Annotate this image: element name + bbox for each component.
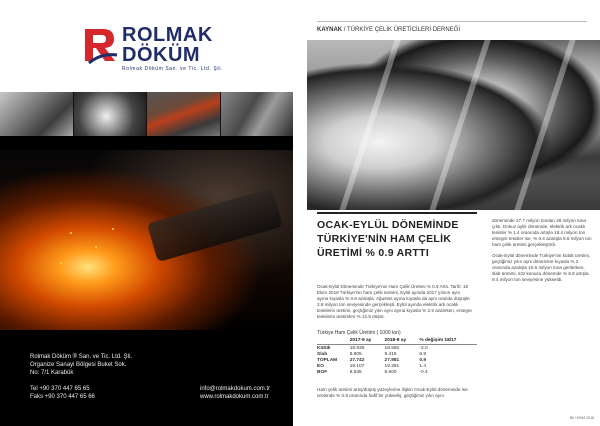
logo-name-line1: ROLMAK: [122, 24, 213, 46]
logo-tagline: Rolmak Döküm San. ve Tic. Ltd. Şti.: [122, 66, 224, 72]
table-cell: 19.381: [384, 363, 400, 369]
phone-number: Tel +90 370 447 65 65: [30, 386, 90, 392]
table-cell: 18.936: [349, 345, 365, 351]
factory-photo-1: [0, 92, 73, 136]
table-cell: 8.805: [349, 351, 362, 357]
table-cell: 9.416: [384, 351, 397, 357]
rolmak-logo-icon: [81, 25, 119, 65]
factory-photo-3: [147, 92, 220, 136]
article-body-right: [492, 218, 592, 288]
logo-area: [0, 0, 293, 92]
spark: [112, 228, 114, 230]
body-right-paragraph-2: Ocak-Eylül döneminde Türkiye'nin kütük üretimi, geçtiğimiz yılın aynı dönemine kıyasla % 2 oranında azalışla 18.6 milyon tona gerilerken, slab üretimi, söz konusu dönemde % 6.9 artışla 9.4 milyon ton seviyesine yükseldi.: [492, 253, 591, 282]
article-bottom-text: Ham çelik üretimi artış/düşüş yüzeylerine ilişkin Ocak-Eylül döneminde ise üretimde % 0.9 oranında hafif bir yükseliş, geçtiğimiz yılın aynı: [317, 387, 468, 398]
headline-rule: [317, 212, 477, 214]
article-body-left: Ocak-Eylül Döneminde Türkiye'nin Ham Çelik Üretimi % 0.9 Arttı. Tarih: 18 Ekim 2018 Türkiye'nin ham çelik üretimi, Eylül ayında 2017 yılının aynı ayına kıyasla % 0.9 azalışla. Ağustos ayına kıyasla da aynı oranda düşüşle 2.8 milyon ton seviyesinde gerçekleşti. Eylül ayında elektrik ark ocaklı tesislerin üretimi, geçtiğimiz yılın aynı ayına kıyasla % 2.9 azalırken, entegre tesislerin üretimleri % 12.5 düştü.: [317, 284, 472, 319]
headline-line3: ÜRETİMİ % 0.9 ARTTI: [317, 247, 430, 259]
table-cell: -0.4: [419, 369, 428, 375]
table-cell: 27.742: [349, 357, 365, 363]
table-cell: Kütük: [317, 345, 331, 351]
email-link[interactable]: info@rolmakdokum.com.tr: [200, 386, 271, 392]
table-cell: 1.4: [419, 363, 427, 369]
table-cell: 8.635: [349, 369, 362, 375]
company-address: [30, 353, 132, 377]
table-row: [317, 369, 477, 375]
production-table: [317, 338, 477, 375]
photo-strip: [0, 92, 293, 136]
left-page: [0, 0, 293, 426]
table-title: Türkiye Ham Çelik Üretimi ( 1000 ton): [317, 330, 401, 336]
source-credit: [317, 27, 460, 33]
table-cell: 6.9: [419, 351, 427, 357]
source-text: / TÜRKİYE ÇELİK ÜRETİCİLERİ DERNEĞİ: [342, 27, 461, 33]
table-header: % değişim 18/17: [419, 338, 477, 345]
source-divider: [317, 21, 587, 22]
logo-name-line2: DÖKÜM: [122, 44, 201, 66]
table-cell: BOF: [317, 369, 328, 375]
contact-web: [200, 385, 270, 401]
headline-line2: TÜRKİYE'NİN HAM ÇELİK: [317, 233, 452, 245]
table-cell: 18.560: [384, 345, 400, 351]
spark: [60, 262, 62, 264]
table-cell: TOPLAM: [317, 357, 338, 363]
table-cell: 8.600: [384, 369, 397, 375]
table-cell: -2.0: [419, 345, 428, 351]
page-number: 86 / EKİM 2018: [569, 416, 594, 420]
source-label: KAYNAK: [317, 27, 343, 33]
table-cell: EO: [317, 363, 324, 369]
factory-photo-2: [74, 92, 147, 136]
website-link[interactable]: www.rolmakdokum.com.tr: [200, 394, 269, 400]
table-cell: 27.981: [384, 357, 400, 363]
article-headline: [317, 218, 477, 274]
fax-number: Faks +90 370 447 65 66: [30, 394, 95, 400]
contact-phone: [30, 385, 95, 401]
headline-line1: OCAK-EYLÜL DÖNEMİNDE: [317, 219, 459, 231]
table-cell: Slab: [317, 351, 328, 357]
company-address-line3: No: 7/1 Karabük: [30, 370, 74, 376]
molten-metal-photo: [0, 150, 293, 330]
table-header: 2017-9 ay: [350, 338, 385, 345]
table-header: 2018-9 ay: [385, 338, 420, 345]
logo-wordmark: [122, 25, 213, 65]
company-address-line2: Organize Sanayi Bölgesi Buket Sok.: [30, 362, 127, 368]
company-name: Rolmak Döküm ® San. ve Tic. Ltd. Şti.: [30, 354, 133, 360]
right-page: [307, 0, 600, 426]
factory-photo-4: [221, 92, 294, 136]
table-cell: 0.9: [419, 357, 427, 363]
spark: [70, 232, 72, 234]
table-cell: 19.107: [349, 363, 365, 369]
body-right-paragraph-1: döneminde 27.7 milyon tondan 28 milyon tona çıktı. Dokuz aylık dönemde, elektrik ark ocaklı tesisler % 1.4 oranında artışla 18.4 milyon ton entegre tesisler ise, % 0.4 azalışla 9.6 milyon ton ham çelik üretimi gerçekleştirdi.: [492, 218, 592, 247]
spark: [95, 246, 97, 248]
